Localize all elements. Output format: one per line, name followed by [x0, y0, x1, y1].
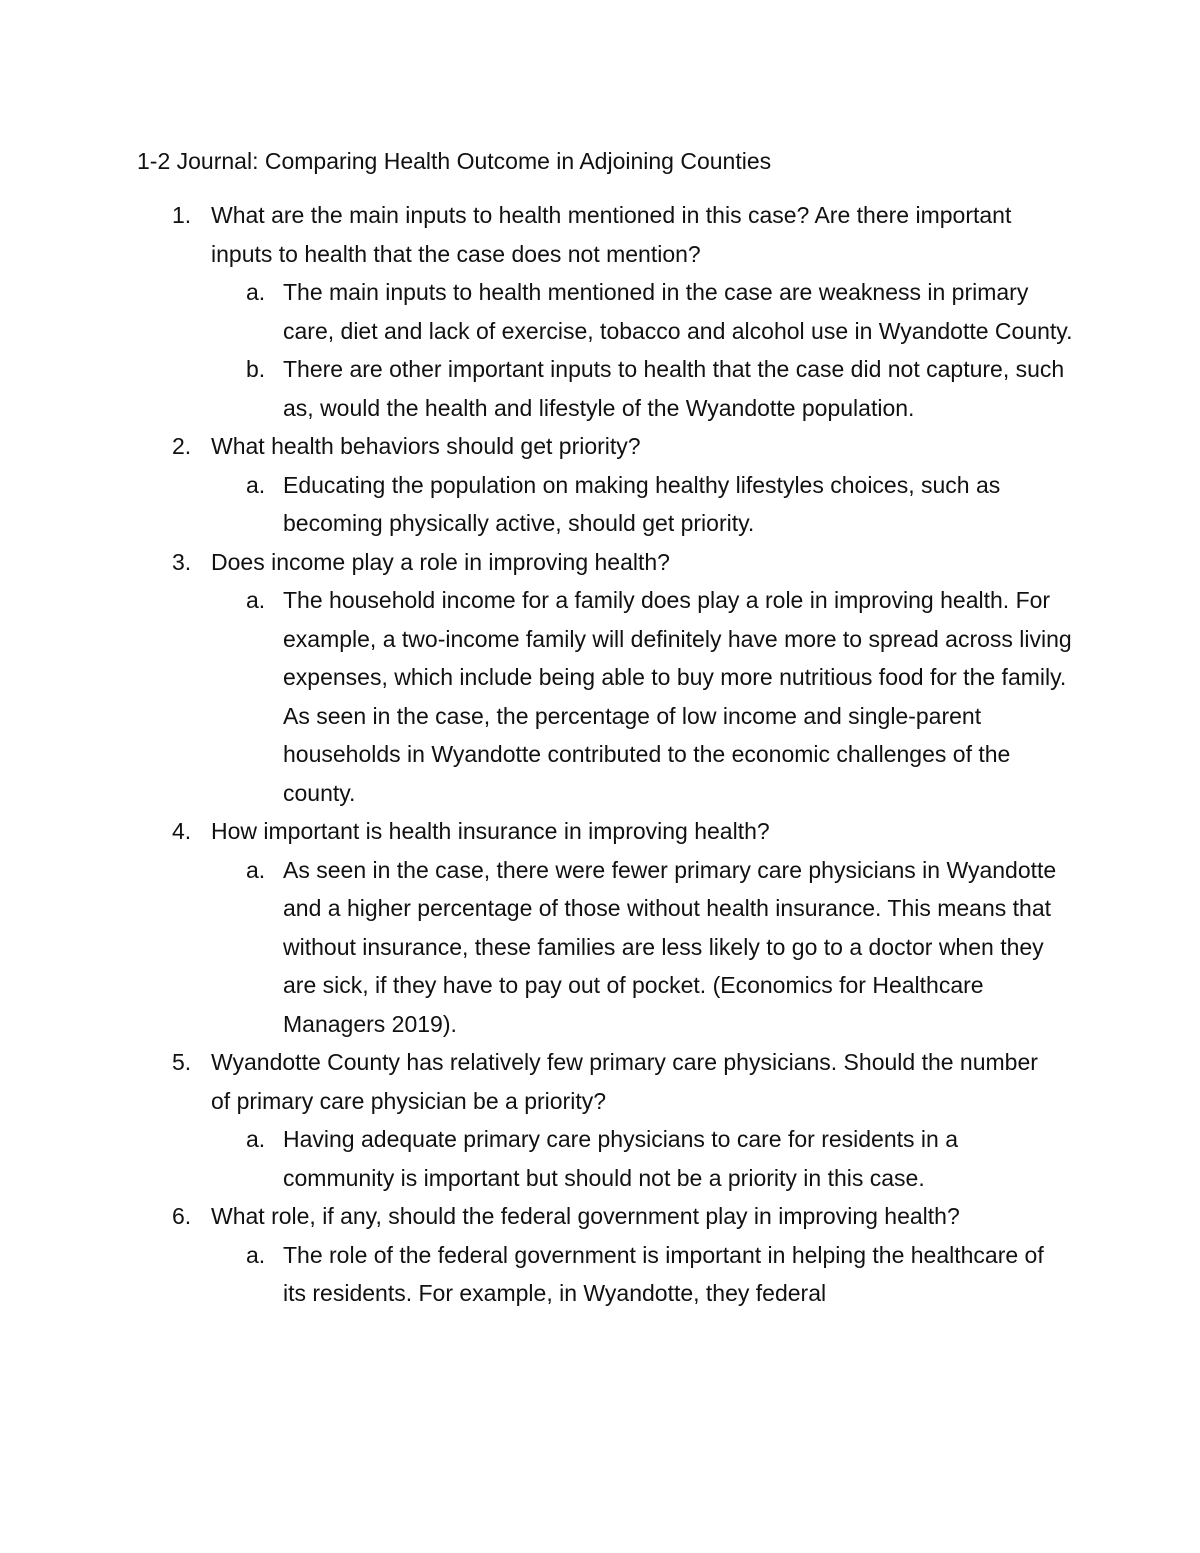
question-number: 2.	[172, 433, 192, 459]
answer-text: The role of the federal government is important in helping the healthcare of its residents. For example, in Wyandotte, they federal	[283, 1241, 1044, 1306]
question-number: 3.	[172, 548, 192, 575]
answer-item	[0, 1236, 1200, 1313]
question-item	[0, 1197, 1200, 1313]
answer-text: Educating the population on making healthy lifestyles choices, such as becoming physically active, should get priority.	[283, 471, 1001, 536]
answer-text: Having adequate primary care physicians to care for residents in a community is important but should not be a priority in this case.	[283, 1126, 959, 1191]
answer-list	[0, 273, 1200, 427]
document-title: 1-2 Journal: Comparing Health Outcome in Adjoining Counties	[137, 148, 772, 174]
question-text: How important is health insurance in improving health?	[211, 818, 770, 844]
question-text: Wyandotte County has relatively few primary care physicians. Should the number of primary care physician be a priority?	[211, 1049, 1038, 1114]
answer-letter: a.	[246, 1126, 266, 1152]
answer-item	[0, 273, 1200, 350]
answer-list	[0, 851, 1200, 1044]
answer-text: As seen in the case, there were fewer primary care physicians in Wyandotte and a higher percentage of those without health insurance. This means that without insurance, these families are less likely to go to a doctor when they are sick, if they have to pay out of pocket. (Economics for Healthcare Managers 2019).	[283, 856, 1057, 1037]
question-item	[0, 812, 1200, 1043]
answer-list	[0, 1236, 1200, 1313]
answer-letter: a.	[246, 279, 266, 305]
answer-letter: a.	[246, 587, 266, 613]
question-item	[0, 427, 1200, 543]
question-item	[0, 196, 1200, 427]
answer-letter: a.	[246, 471, 266, 498]
question-text: Does income play a role in improving health?	[211, 548, 670, 575]
question-item	[0, 1043, 1200, 1197]
answer-text: There are other important inputs to health that the case did not capture, such as, would the health and lifestyle of the Wyandotte population.	[283, 356, 1065, 421]
answer-item	[0, 581, 1200, 812]
question-list	[0, 196, 1200, 1313]
answer-text: The household income for a family does play a role in improving health. For example, a two-income family will definitely have more to spread across living expenses, which include being able to buy more nutritious food for the family. As seen in the case, the percentage of low income and single-parent households in Wyandotte contributed to the economic challenges of the county.	[283, 587, 1072, 806]
answer-list	[0, 1120, 1200, 1197]
answer-item	[0, 1120, 1200, 1197]
answer-item	[0, 851, 1200, 1044]
answer-item	[0, 466, 1200, 543]
answer-item	[0, 350, 1200, 427]
question-number: 6.	[172, 1203, 192, 1229]
question-text: What health behaviors should get priority?	[211, 433, 641, 459]
answer-list	[0, 466, 1200, 543]
question-text: What are the main inputs to health mentioned in this case? Are there important inputs to health that the case does not mention?	[211, 202, 1012, 267]
question-item	[0, 543, 1200, 813]
answer-list	[0, 581, 1200, 812]
answer-text: The main inputs to health mentioned in the case are weakness in primary care, diet and lack of exercise, tobacco and alcohol use in Wyandotte County.	[283, 279, 1073, 344]
answer-letter: a.	[246, 856, 266, 883]
answer-letter: a.	[246, 1241, 266, 1268]
question-number: 1.	[172, 202, 192, 228]
answer-letter: b.	[246, 356, 266, 382]
question-number: 5.	[172, 1049, 192, 1075]
question-number: 4.	[172, 818, 192, 844]
question-text: What role, if any, should the federal government play in improving health?	[211, 1203, 960, 1229]
